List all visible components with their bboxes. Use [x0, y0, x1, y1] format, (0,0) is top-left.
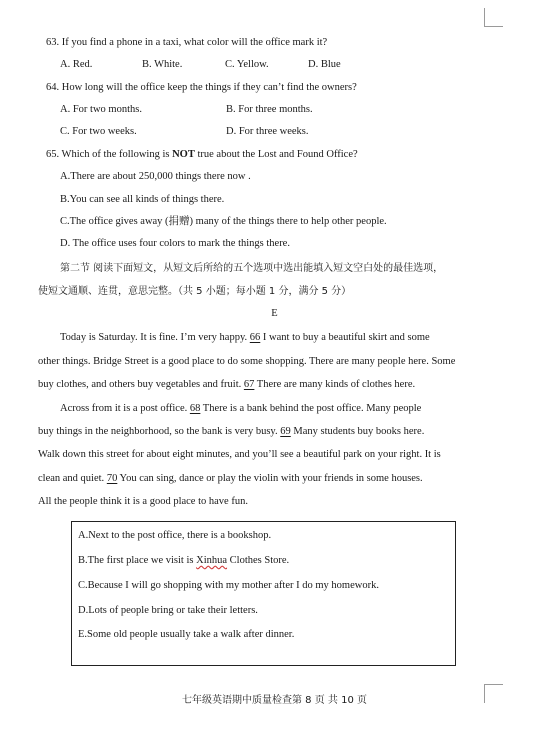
q63-stem: 63. If you find a phone in a taxi, what color will the office mark it? — [46, 37, 328, 48]
passage-line-3 — [38, 378, 415, 392]
q65-stem-emphasis: NOT — [172, 149, 195, 160]
passage-text: Across from it is a post office. — [60, 403, 190, 414]
passage-text: buy clothes, and others buy vegetables and fruit. — [38, 379, 244, 390]
choice-b — [78, 554, 289, 568]
passage-line-1 — [60, 331, 430, 345]
choice-e: E.Some old people usually take a walk after dinner. — [78, 629, 295, 640]
passage-line-5 — [38, 425, 424, 439]
q64-option-c: C. For two weeks. — [60, 126, 137, 137]
passage-text: You can sing, dance or play the violin with your friends in some houses. — [117, 473, 423, 484]
passage-text: clean and quiet. — [38, 473, 107, 484]
passage-line-6: Walk down this street for about eight minutes, and you’ll see a beautiful park on your right. It is — [38, 449, 441, 460]
q64-option-d: D. For three weeks. — [226, 126, 309, 137]
blank-68: 68 — [189, 403, 201, 414]
choice-b-suffix: Clothes Store. — [227, 555, 290, 566]
q64-stem: 64. How long will the office keep the things if they can’t find the owners? — [46, 82, 357, 93]
passage-line-2: other things. Bridge Street is a good place to do some shopping. There are many people here. Some — [38, 356, 456, 367]
q63-option-b: B. White. — [142, 59, 183, 70]
choice-a: A.Next to the post office, there is a bookshop. — [78, 530, 272, 541]
passage-letter: E — [271, 308, 278, 319]
passage-text: buy things in the neighborhood, so the bank is very busy. — [38, 426, 281, 437]
passage-text: There is a bank behind the post office. Many people — [200, 403, 422, 414]
blank-67: 67 — [243, 379, 255, 390]
blank-70: 70 — [106, 473, 118, 484]
q64-option-b: B. For three months. — [226, 104, 313, 115]
passage-text: There are many kinds of clothes here. — [254, 379, 416, 390]
choice-c: C.Because I will go shopping with my mother after I do my homework. — [78, 580, 379, 591]
q65-option-a: A.There are about 250,000 things there now . — [60, 171, 251, 182]
q65-option-b: B.You can see all kinds of things there. — [60, 194, 225, 205]
corner-mark-top-right — [484, 8, 503, 27]
q63-option-c: C. Yellow. — [225, 59, 269, 70]
passage-line-7 — [38, 472, 423, 486]
passage-text: Many students buy books here. — [290, 426, 425, 437]
passage-line-8: All the people think it is a good place to have fun. — [38, 496, 248, 507]
choice-d: D.Lots of people bring or take their letters. — [78, 605, 258, 616]
passage-line-4 — [60, 402, 421, 416]
q65-option-c: C.The office gives away (捐赠) many of the things there to help other people. — [60, 216, 387, 227]
q65-stem — [46, 148, 358, 162]
q63-option-d: D. Blue — [308, 59, 341, 70]
q65-stem-prefix: 65. Which of the following is — [46, 149, 173, 160]
q65-option-d: D. The office uses four colors to mark the things there. — [60, 238, 290, 249]
q63-option-a: A. Red. — [60, 59, 93, 70]
choice-b-prefix: B.The first place we visit is — [78, 555, 197, 566]
choice-b-name: Xinhua — [196, 555, 228, 566]
blank-66: 66 — [249, 332, 261, 343]
section2-instructions-line1: 第二节 阅读下面短文，从短文后所给的五个选项中选出能填入短文空白处的最佳选项， — [60, 263, 444, 274]
blank-69: 69 — [280, 426, 291, 437]
q65-stem-suffix: true about the Lost and Found Office? — [194, 149, 358, 160]
section2-instructions-line2: 使短文通顺、连贯，意思完整。（共 5 小题；每小题 1 分，满分 5 分） — [38, 286, 352, 297]
passage-text: I want to buy a beautiful skirt and some — [260, 332, 430, 343]
page-footer: 七年级英语期中质量检查第 8 页 共 10 页 — [182, 695, 367, 706]
passage-text: Today is Saturday. It is fine. I’m very happy. — [60, 332, 250, 343]
options-box — [71, 521, 456, 666]
q64-option-a: A. For two months. — [60, 104, 142, 115]
